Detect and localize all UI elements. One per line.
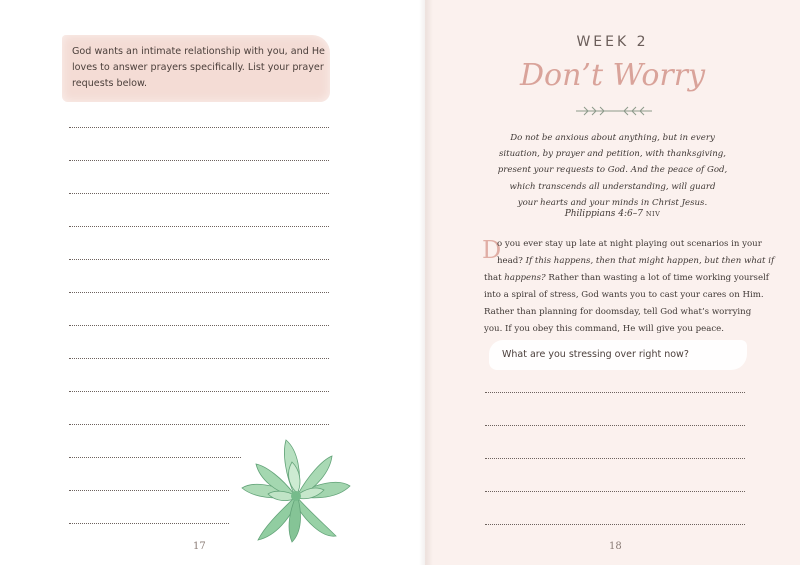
writing-line[interactable] (69, 490, 229, 491)
writing-line[interactable] (485, 491, 745, 492)
verse-reference-text: Philippians 4:6–7 (564, 209, 643, 219)
page-number-right: 18 (609, 541, 622, 552)
writing-line[interactable] (69, 457, 241, 458)
succulent-illustration (236, 436, 356, 546)
writing-line[interactable] (69, 259, 329, 260)
writing-line[interactable] (69, 292, 329, 293)
verse-line: Do not be anxious about anything, but in every (510, 133, 715, 143)
sprig-divider (574, 104, 654, 118)
bible-version: NIV (645, 210, 661, 218)
page-title: Don’t Worry (519, 58, 706, 93)
prompt-line: God wants an intimate relationship with you, and He (72, 46, 325, 57)
verse-reference (470, 209, 755, 219)
verse-line: your hearts and your minds in Christ Jesus. (517, 197, 708, 208)
scripture-verse (470, 130, 755, 211)
verse-line: present your requests to God. And the peace of God, (497, 165, 728, 176)
week-label: WEEK 2 (576, 34, 649, 50)
body-line: Rather than planning for doomsday, tell God what’s worrying (484, 307, 752, 317)
body-line: into a spiral of stress, God wants you to cast your cares on Him. (484, 290, 764, 300)
writing-line[interactable] (69, 523, 229, 524)
page-number-left: 17 (193, 541, 206, 552)
writing-line[interactable] (69, 127, 329, 128)
prompt-line: requests below. (72, 78, 148, 89)
prayer-prompt (72, 44, 332, 92)
writing-line[interactable] (69, 358, 329, 359)
writing-line[interactable] (69, 391, 329, 392)
writing-line[interactable] (69, 325, 329, 326)
verse-line: which transcends all understanding, will guard (509, 181, 716, 192)
writing-line[interactable] (69, 424, 329, 425)
writing-line[interactable] (485, 392, 745, 393)
body-line: that happens? Rather than wasting a lot of time working yourself (484, 273, 769, 283)
reflection-question: What are you stressing over right now? (502, 349, 689, 360)
writing-line[interactable] (485, 524, 745, 525)
body-line: head? If this happens, then that might happen, but then what if (497, 256, 775, 266)
writing-line[interactable] (69, 193, 329, 194)
drop-cap: D (482, 236, 502, 264)
writing-line[interactable] (485, 458, 745, 459)
prompt-line: loves to answer prayers specifically. List your prayer (72, 62, 324, 73)
verse-line: situation, by prayer and petition, with thanksgiving, (498, 149, 726, 160)
body-line: o you ever stay up late at night playing out scenarios in your (497, 239, 762, 249)
writing-line[interactable] (69, 160, 329, 161)
writing-line[interactable] (485, 425, 745, 426)
writing-line[interactable] (69, 226, 329, 227)
body-line: you. If you obey this command, He will give you peace. (484, 324, 724, 334)
